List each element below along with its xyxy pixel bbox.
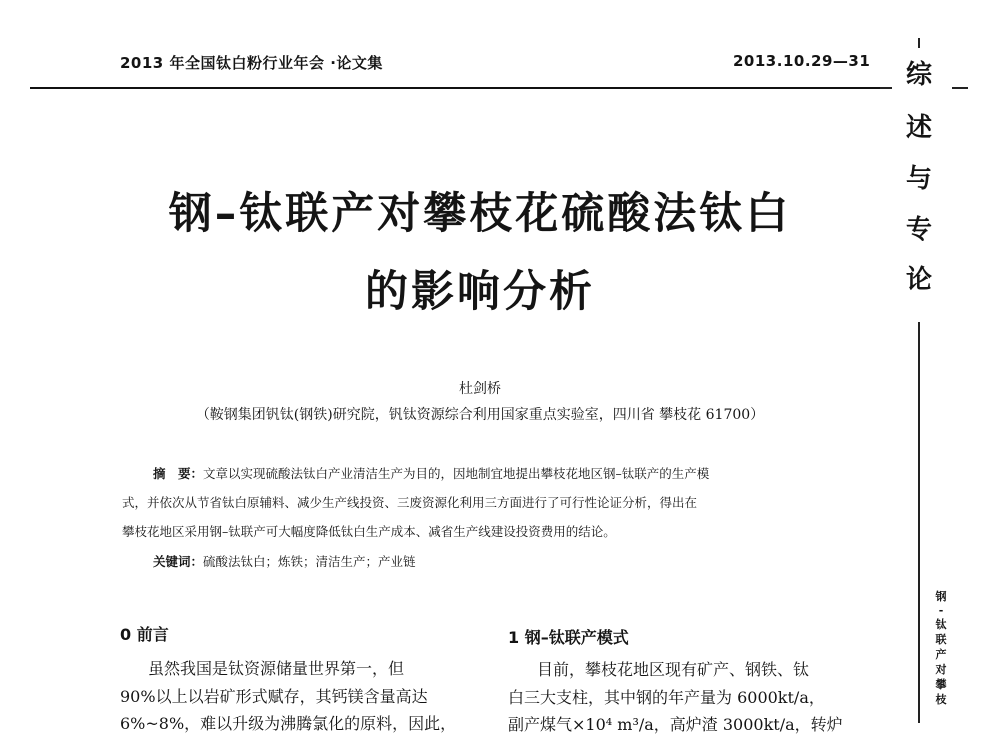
- body-text-line: 白三大支柱，其中钢的年产量为 6000kt/a，: [508, 688, 825, 707]
- side-tick-mark: [918, 38, 920, 48]
- body-text-line: 副产煤气×10⁴ m³/a，高炉渣 3000kt/a，转炉: [508, 715, 843, 734]
- abstract-line: [153, 464, 709, 482]
- section-label-char: 与: [905, 164, 932, 194]
- running-title-char: 产: [935, 648, 947, 661]
- running-title-char: 钛: [935, 618, 947, 631]
- section-label-char: 述: [905, 113, 932, 143]
- article-title-line-1: 钢–钛联产对攀枝花硫酸法钛白: [168, 189, 792, 239]
- running-title-char: 枝: [935, 693, 947, 706]
- keywords-text: 硫酸法钛白；炼铁；清洁生产；产业链: [203, 554, 416, 569]
- abstract-line: 攀枝花地区采用钢–钛联产可大幅度降低钛白生产成本、减省生产线建设投资费用的结论。: [122, 524, 616, 539]
- article-title-line-2: 的影响分析: [365, 267, 595, 317]
- abstract-text: 文章以实现硫酸法钛白产业清洁生产为目的，因地制宜地提出攀枝花地区钢–钛联产的生产模: [203, 466, 710, 481]
- abstract-line: 式，并依次从节省钛白原辅料、减少生产线投资、三废资源化利用三方面进行了可行性论证分析，得出在: [122, 495, 698, 510]
- keywords-label: 关键词：: [153, 554, 204, 569]
- keywords-line: [153, 552, 416, 570]
- section-label-char: 综: [905, 60, 932, 90]
- author-name: 杜剑桥: [459, 381, 501, 397]
- running-title-char: 钢: [935, 590, 947, 603]
- running-header-dates: 2013.10.29—31: [733, 52, 871, 70]
- section-label-char: 专: [905, 215, 932, 245]
- body-text-line: 目前，攀枝花地区现有矿产、钢铁、钛: [537, 660, 810, 679]
- running-title-char: 攀: [935, 678, 947, 691]
- side-vertical-rule: [918, 322, 920, 723]
- section-heading-production-mode: 1 钢–钛联产模式: [508, 628, 629, 647]
- body-text-line: 90%以上以岩矿形式赋存，其钙镁含量高达: [120, 687, 428, 706]
- running-title-char: -: [938, 604, 944, 617]
- body-text-line: 虽然我国是钛资源储量世界第一，但: [148, 659, 405, 678]
- side-rule-left: [880, 87, 892, 89]
- author-affiliation: （鞍钢集团钒钛(钢铁)研究院，钒钛资源综合利用国家重点实验室，四川省 攀枝花 61700）: [195, 407, 765, 423]
- section-heading-preface: 0 前言: [120, 625, 169, 644]
- body-text-line: 6%~8%，难以升级为沸腾氯化的原料，因此，: [120, 714, 457, 733]
- header-rule: [30, 87, 887, 89]
- section-label-char: 论: [905, 265, 932, 295]
- abstract-label: 摘 要：: [153, 466, 204, 481]
- running-title-char: 联: [935, 633, 947, 646]
- running-header-proceedings: 2013 年全国钛白粉行业年会 ·论文集: [120, 54, 383, 72]
- side-rule-right: [952, 87, 968, 89]
- running-title-char: 对: [935, 663, 947, 676]
